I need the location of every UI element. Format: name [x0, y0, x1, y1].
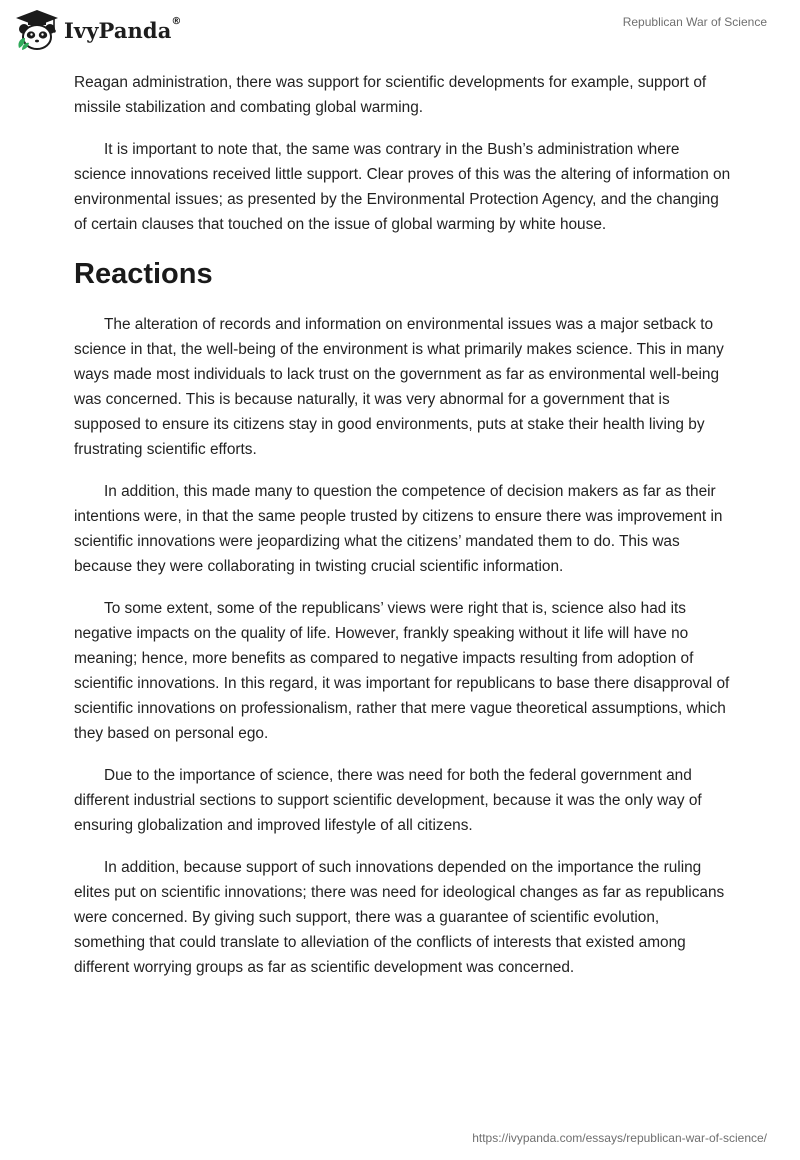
logo-text: IvyPanda® — [64, 15, 182, 43]
document-title: Republican War of Science — [622, 15, 767, 29]
panda-graduate-icon — [14, 8, 60, 52]
section-heading: Reactions — [74, 258, 213, 290]
paragraph: To some extent, some of the republicans’ views were right that is, science also had its negative impacts on the quality of life. However, frankly speaking without it life will have no meaning; hence, more benefits as compared to negative impacts resulting from adoption of scientific innovations. In this regard, it was important for republicans to base there disapproval of scientific innovations on professionalism, rather that mere vague theoretical assumptions, which they based on personal ego. — [74, 600, 730, 742]
ivypanda-logo[interactable] — [14, 8, 182, 52]
paragraph: It is important to note that, the same was contrary in the Bush’s administration where science innovations received little support. Clear proves of this was the altering of information on environmental issues; as presented by the Environmental Protection Agency, and the changing of certain clauses that touched on the issue of global warming by white house. — [74, 141, 731, 233]
paragraph: Due to the importance of science, there was need for both the federal government and different industrial sections to support scientific development, because it was the only way of ensuring globalization and improved lifestyle of all citizens. — [74, 767, 702, 834]
paragraph: Reagan administration, there was support for scientific developments for example, support of missile stabilization and combating global warming. — [74, 74, 707, 116]
source-url[interactable]: https://ivypanda.com/essays/republican-war-of-science/ — [472, 1131, 767, 1145]
paragraph: In addition, this made many to question the competence of decision makers as far as their intentions were, in that the same people trusted by citizens to ensure there was improvement in scientific innovations were jeopardizing what the citizens’ mandated them to do. This was because they were collaborating in twisting crucial scientific information. — [74, 483, 723, 575]
paragraph: The alteration of records and information on environmental issues was a major setback to science in that, the well-being of the environment is what primarily makes science. This in many ways made most individuals to lack trust on the government as far as environmental well-being was concerned. This is because naturally, it was very abnormal for a government that is supposed to ensure its citizens stay in good environments, puts at stake their health living by frustrating scientific efforts. — [74, 316, 724, 458]
paragraph: In addition, because support of such innovations depended on the importance the ruling elites put on scientific innovations; there was need for ideological changes as far as republicans were concerned. By giving such support, there was a guarantee of scientific evolution, something that could translate to alleviation of the conflicts of interests that existed among different worrying groups as far as scientific development was concerned. — [74, 859, 725, 976]
essay-body — [74, 70, 734, 997]
registered-mark: ® — [171, 15, 182, 27]
page-header — [0, 0, 800, 70]
